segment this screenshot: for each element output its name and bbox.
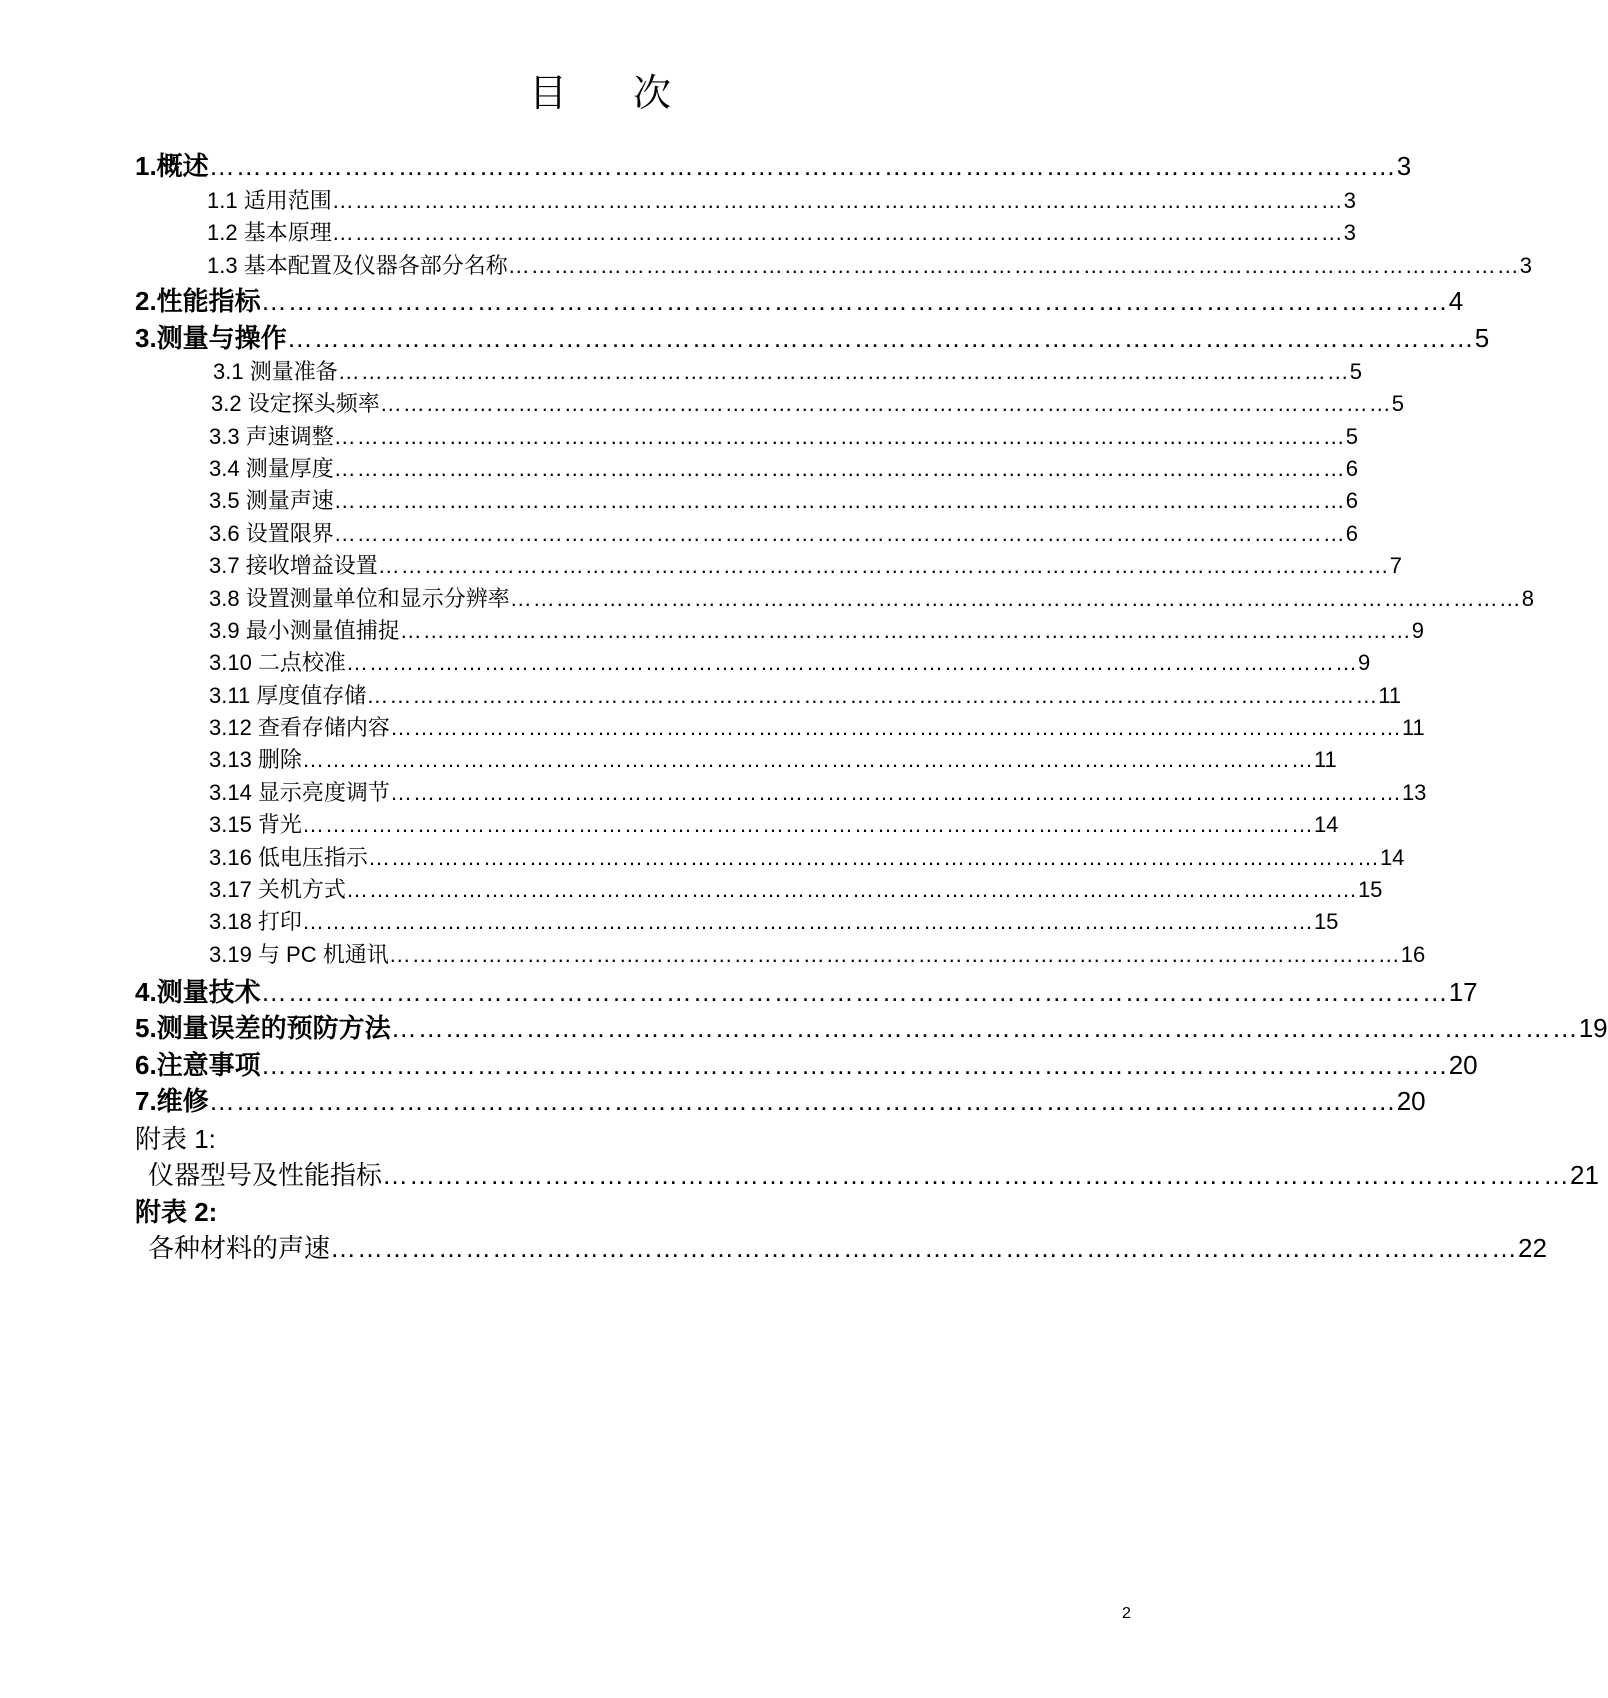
toc-entry-label: 3.12 查看存储内容 (209, 715, 390, 740)
toc-entry-label: 3.10 二点校准 (209, 650, 346, 675)
toc-entry-label: 3.4 测量厚度 (209, 456, 334, 481)
toc-entry-page: 15 (1357, 877, 1383, 902)
toc-entry-label: 3.18 打印 (209, 909, 302, 934)
toc-entry[interactable]: 6.注意事项 …………………………………………………………………………………………………………………… 20 (135, 1045, 988, 1082)
toc-entry[interactable]: 1.概述 …………………………………………………………………………………………………………………… 3 (135, 146, 975, 183)
appendix-2-label: 各种材料的声速 (148, 1233, 331, 1263)
toc-entry[interactable]: 3.3 声速调整 …………………………………………………………………………………………………………………… 5 (209, 420, 975, 451)
toc-entry-page: 6 (1345, 521, 1358, 546)
title-char-left: 目 (528, 73, 567, 115)
toc-entry[interactable]: 3.5 测量声速 …………………………………………………………………………………………………………………… 6 (209, 484, 975, 515)
toc-entry-label: 3.19 与 PC 机通讯 (209, 942, 389, 967)
toc-entry[interactable]: 3.2 设定探头频率 …………………………………………………………………………………………………………………… 5 (211, 387, 975, 418)
toc-entry[interactable]: 3.9 最小测量值捕捉 …………………………………………………………………………………………………………………… 9 (209, 614, 975, 645)
toc-entry[interactable]: 3.12 查看存储内容 …………………………………………………………………………………………………………………… 11 (209, 711, 991, 742)
toc-entry-page: 3 (1396, 151, 1412, 181)
toc-entry-label: 1.3 基本配置及仪器各部分名称 (207, 253, 508, 278)
toc-entry-page: 11 (1313, 747, 1337, 772)
toc-entry[interactable]: 5.测量误差的预防方法 …………………………………………………………………………………………………………………… 19 (135, 1008, 983, 1045)
toc-entry-page: 14 (1379, 845, 1405, 870)
toc-entry-page: 5 (1349, 359, 1362, 384)
toc-entry-label: 2.性能指标 (135, 286, 261, 316)
toc-entry-label: 3.3 声速调整 (209, 424, 334, 449)
toc-entry-label: 3.5 测量声速 (209, 488, 334, 513)
toc-entry[interactable]: 3.6 设置限界 …………………………………………………………………………………………………………………… 6 (209, 517, 975, 548)
toc-entry-label: 3.13 删除 (209, 747, 302, 772)
toc-entry-page: 6 (1345, 456, 1358, 481)
toc-entry-page: 11 (1378, 683, 1402, 708)
toc-entry[interactable]: 3.15 背光 …………………………………………………………………………………………………………………… 14 (209, 808, 991, 839)
toc-entry[interactable]: 3.18 打印 …………………………………………………………………………………………………………………… 15 (209, 905, 991, 936)
toc-entry[interactable]: 2.性能指标 …………………………………………………………………………………………………………………… 4 (135, 281, 981, 318)
toc-entry-page: 15 (1313, 909, 1339, 934)
toc-entry-label: 3.17 关机方式 (209, 877, 346, 902)
toc-entry[interactable]: 1.3 基本配置及仪器各部分名称 …………………………………………………………………………………………………………………… 3 (207, 249, 981, 280)
toc-entry[interactable]: 7.维修 …………………………………………………………………………………………………………………… 20 (135, 1081, 988, 1118)
toc-entry-label: 3.15 背光 (209, 812, 302, 837)
toc-entry-label: 3.9 最小测量值捕捉 (209, 618, 400, 643)
toc-entry-page: 9 (1357, 650, 1371, 675)
toc-entry-page: 16 (1400, 942, 1426, 967)
appendix-2-entry[interactable]: 各种材料的声速 …………………………………………………………………………………………………………………… 22 (148, 1228, 988, 1265)
appendix-1-heading: 附表 1: (135, 1124, 216, 1154)
toc-entry[interactable]: 3.16 低电压指示 …………………………………………………………………………………………………………………… 14 (209, 841, 991, 872)
toc-entry-label: 3.1 测量准备 (213, 359, 338, 384)
toc-entry-page: 13 (1401, 780, 1427, 805)
toc-entry[interactable]: 1.1 适用范围 …………………………………………………………………………………………………………………… 3 (207, 184, 981, 215)
toc-entry-label: 3.8 设置测量单位和显示分辨率 (209, 586, 510, 611)
toc-entry-label: 3.2 设定探头频率 (211, 391, 380, 416)
toc-entry[interactable]: 3.4 测量厚度 …………………………………………………………………………………………………………………… 6 (209, 452, 975, 483)
toc-entry-label: 3.16 低电压指示 (209, 845, 368, 870)
appendix-2-heading: 附表 2: (135, 1197, 218, 1227)
toc-entry-label: 7.维修 (135, 1086, 209, 1116)
toc-entry[interactable]: 4.测量技术 …………………………………………………………………………………………………………………… 17 (135, 972, 983, 1009)
toc-entry-page: 5 (1391, 391, 1404, 416)
toc-entry[interactable]: 3.19 与 PC 机通讯 …………………………………………………………………………………………………………………… 16 (209, 938, 995, 969)
toc-entry[interactable]: 3.11 厚度值存储 …………………………………………………………………………………………………………………… 11 (209, 679, 991, 710)
toc-entry-label: 3.11 厚度值存储 (209, 683, 367, 708)
toc-entry-label: 1.概述 (135, 151, 209, 181)
toc-entry-page: 5 (1474, 323, 1490, 353)
toc-entry-label: 3.14 显示亮度调节 (209, 780, 390, 805)
appendix-1-page: 21 (1570, 1160, 1599, 1190)
toc-entry-page: 4 (1448, 286, 1464, 316)
toc-entry[interactable]: 3.17 关机方式 …………………………………………………………………………………………………………………… 15 (209, 873, 991, 904)
title-char-right: 次 (633, 73, 672, 115)
toc-entry-page: 6 (1345, 488, 1358, 513)
toc-entry-page: 8 (1521, 586, 1534, 611)
toc-entry-label: 1.2 基本原理 (207, 220, 332, 245)
toc-entry-page: 11 (1401, 715, 1425, 740)
toc-entry-label: 3.测量与操作 (135, 323, 287, 353)
toc-entry[interactable]: 3.测量与操作 …………………………………………………………………………………………………………………… 5 (135, 318, 981, 355)
toc-entry-page: 3 (1343, 220, 1356, 245)
toc-entry[interactable]: 3.8 设置测量单位和显示分辨率 …………………………………………………………………………………………………………………… 8 (209, 582, 975, 613)
toc-entry-label: 6.注意事项 (135, 1050, 261, 1080)
appendix-2-page: 22 (1518, 1233, 1547, 1263)
toc-entry-label: 1.1 适用范围 (207, 188, 332, 213)
toc-entry-page: 20 (1448, 1050, 1478, 1080)
toc-entry[interactable]: 3.10 二点校准 …………………………………………………………………………………………………………………… 9 (209, 646, 975, 677)
toc-entry-page: 5 (1345, 424, 1358, 449)
toc-entry[interactable]: 3.1 测量准备 …………………………………………………………………………………………………………………… 5 (213, 355, 975, 386)
toc-entry-page: 3 (1343, 188, 1356, 213)
toc-entry-page: 17 (1448, 977, 1478, 1007)
appendix-1-label: 仪器型号及性能指标 (148, 1160, 383, 1190)
toc-entry-page: 19 (1578, 1013, 1608, 1043)
toc-entry-page: 9 (1411, 618, 1424, 643)
page-number: 2 (1122, 1605, 1131, 1622)
toc-entry-label: 3.7 接收增益设置 (209, 553, 378, 578)
toc-entry-label: 4.测量技术 (135, 977, 261, 1007)
toc-entry-page: 14 (1313, 812, 1339, 837)
appendix-1-entry[interactable]: 仪器型号及性能指标 …………………………………………………………………………………………………………………… 21 (148, 1155, 988, 1192)
toc-entry[interactable]: 3.7 接收增益设置 …………………………………………………………………………………………………………………… 7 (209, 549, 975, 580)
toc-entry-page: 7 (1389, 553, 1402, 578)
toc-entry[interactable]: 3.13 删除 …………………………………………………………………………………………………………………… 11 (209, 743, 991, 774)
toc-entry-label: 3.6 设置限界 (209, 521, 334, 546)
toc-entry-page: 3 (1519, 253, 1532, 278)
toc-entry[interactable]: 1.2 基本原理 …………………………………………………………………………………………………………………… 3 (207, 216, 981, 247)
toc-entry-page: 20 (1396, 1086, 1426, 1116)
toc-entry[interactable]: 3.14 显示亮度调节 …………………………………………………………………………………………………………………… 13 (209, 776, 991, 807)
toc-entry-label: 5.测量误差的预防方法 (135, 1013, 391, 1043)
